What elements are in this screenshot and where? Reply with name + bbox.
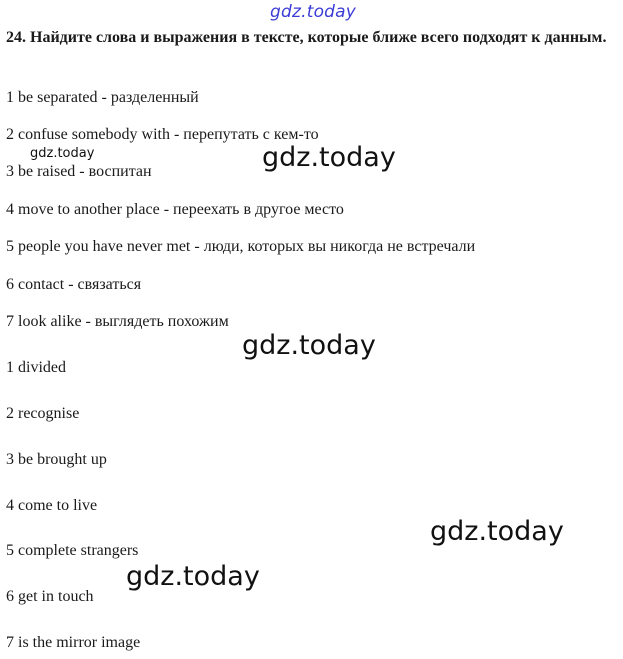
watermark-1: gdz.today [262, 142, 396, 173]
watermark-4: gdz.today [126, 561, 260, 592]
watermark-small: gdz.today [30, 146, 95, 161]
watermark-2: gdz.today [242, 330, 376, 361]
pair-item-2: 2 confuse somebody with - перепутать с кем-то [6, 126, 319, 143]
answer-item-3: 3 be brought up [6, 451, 107, 468]
answer-item-2: 2 recognise [6, 405, 80, 422]
pair-item-7: 7 look alike - выглядеть похожим [6, 313, 229, 330]
answer-item-6: 6 get in touch [6, 588, 94, 605]
site-logo: gdz.today [270, 2, 357, 22]
answer-item-7: 7 is the mirror image [6, 634, 141, 651]
watermark-3: gdz.today [430, 516, 564, 547]
pair-item-4: 4 move to another place - переехать в другое место [6, 201, 344, 218]
pair-item-1: 1 be separated - разделенный [6, 89, 199, 106]
pair-item-6: 6 contact - связаться [6, 276, 142, 293]
answer-item-4: 4 come to live [6, 497, 98, 514]
answer-item-1: 1 divided [6, 359, 66, 376]
pair-item-5: 5 people you have never met - люди, которых вы никогда не встречали [6, 238, 476, 255]
exercise-heading: 24. Найдите слова и выражения в тексте, которые ближе всего подходят к данным. [6, 29, 607, 46]
answer-item-5: 5 complete strangers [6, 542, 139, 559]
pair-item-3: 3 be raised - воспитан [6, 163, 152, 180]
